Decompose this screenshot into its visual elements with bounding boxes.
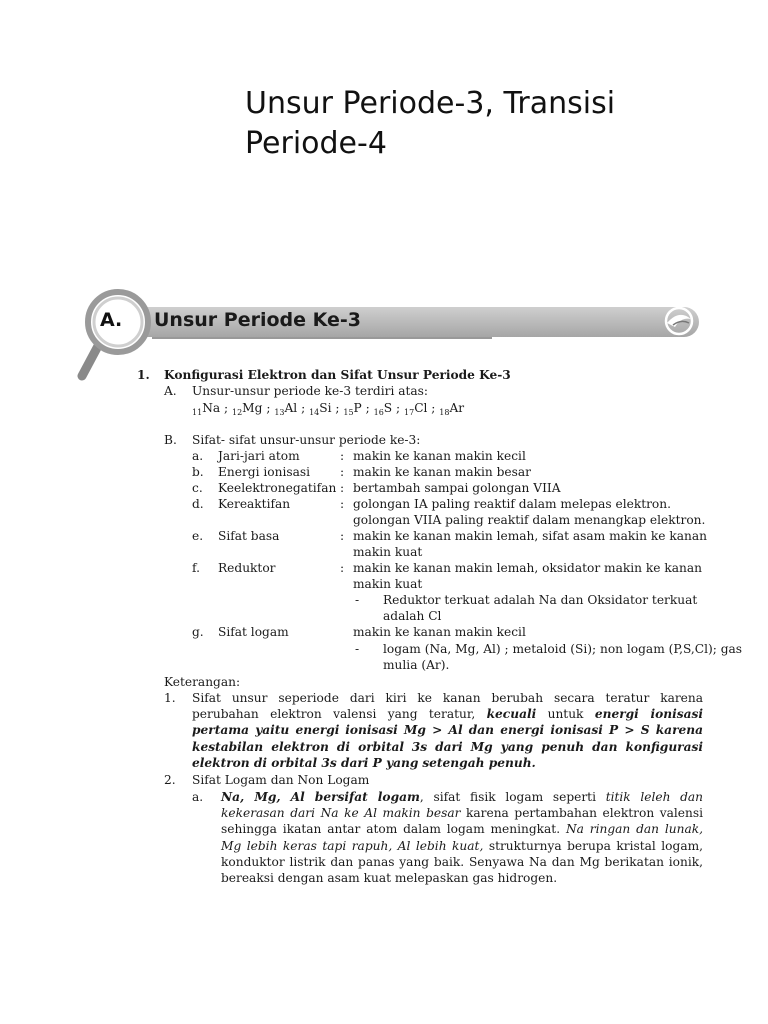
element-symbol: S <box>383 401 393 415</box>
subitem-b-text: Sifat- sifat unsur-unsur periode ke-3: <box>192 433 421 447</box>
bullet-text: adalah Cl <box>383 609 442 623</box>
element-symbol: Si <box>319 401 332 415</box>
note-number: 1. <box>164 691 176 705</box>
atomic-number: 16 <box>373 408 384 417</box>
property-value: makin kuat <box>353 545 423 559</box>
subitem-a-text: Unsur-unsur periode ke-3 terdiri atas: <box>192 384 429 398</box>
property-value: makin kuat <box>353 577 423 591</box>
note-emphasis: ionisasi Mg > Al dan energi ionisasi P > S karena kestabilan elektron di orbital <box>192 723 703 754</box>
property-letter: a. <box>192 449 204 463</box>
property-letter: e. <box>192 529 204 543</box>
element-symbol: Cl <box>414 401 428 415</box>
property-name: Energi ionisasi <box>218 465 311 479</box>
bullet-text: logam (Na, Mg, Al) ; metaloid (Si); non logam (P,S,Cl); gas <box>383 642 743 656</box>
subitem-b-label: B. <box>164 433 177 447</box>
note-1-paragraph <box>192 690 703 771</box>
property-name: Sifat logam <box>218 625 289 639</box>
property-name: Keelektronegatifan <box>218 481 337 495</box>
property-name: Sifat basa <box>218 529 280 543</box>
property-colon: : <box>340 449 345 463</box>
bullet-text: mulia (Ar). <box>383 658 450 672</box>
note-italic: Na ke Al makin besar <box>320 806 461 821</box>
property-letter: f. <box>192 561 200 575</box>
property-value: makin ke kanan makin besar <box>353 465 531 479</box>
item-heading: Konfigurasi Elektron dan Sifat Unsur Periode Ke-3 <box>164 368 511 382</box>
property-value: bertambah sampai golongan VIIA <box>353 481 561 495</box>
item-number: 1. <box>137 368 150 382</box>
note-2-title: Sifat Logam dan Non Logam <box>192 773 370 787</box>
atomic-number: 17 <box>404 408 415 417</box>
element-list: $_{11}$Na ; $_{12}$Mg ; $_{13}$Al ; $_{14}$Si ; $_{15}$P ; $_{16}$S ; $_{17}$Cl ; $_{18}$Ar <box>192 401 465 417</box>
element-symbol: Al <box>284 401 298 415</box>
atomic-number: 15 <box>343 408 354 417</box>
note-emphasis: Na, Mg, Al bersifat logam <box>221 790 420 804</box>
element-symbol: P <box>353 401 362 415</box>
atomic-number: 12 <box>231 408 243 417</box>
atomic-number: 18 <box>439 408 450 417</box>
property-value: makin ke kanan makin lemah, oksidator makin ke kanan <box>353 561 702 575</box>
property-value: golongan VIIA paling reaktif dalam menangkap elektron. <box>353 513 706 527</box>
property-colon: : <box>340 497 345 511</box>
note-2-letter: a. <box>192 790 204 804</box>
section-letter: A. <box>100 309 123 331</box>
leaf-swirl-icon <box>659 305 699 337</box>
note-italic: lebih kuat, <box>415 838 484 853</box>
bullet-dash: - <box>355 642 360 656</box>
note-emphasis: 3s dari Mg yang penuh dan konfigurasi elektron di orbital 3s dari P yang <box>192 739 703 770</box>
notes-label: Keterangan: <box>164 675 241 689</box>
property-value: makin ke kanan makin lemah, sifat asam makin ke kanan <box>353 529 707 543</box>
property-value: makin ke kanan makin kecil <box>353 449 526 463</box>
note-number: 2. <box>164 773 176 787</box>
property-colon: : <box>340 465 345 479</box>
section-band <box>144 307 699 337</box>
note-emphasis: setengah penuh. <box>422 755 536 770</box>
property-colon: : <box>340 561 345 575</box>
property-name: Reduktor <box>218 561 276 575</box>
element-symbol: Na <box>202 401 221 415</box>
property-name: Kereaktifan <box>218 497 291 511</box>
property-letter: b. <box>192 465 204 479</box>
note-emphasis: energi ionisasi pertama yaitu energi <box>192 707 704 738</box>
note-text: Sifat unsur seperiode dari kiri ke kanan berubah secara teratur karena perubahan <box>192 691 703 722</box>
atomic-number: 14 <box>309 408 320 417</box>
note-text: strukturnya berupa kristal logam, konduktor listrik dan panas yang <box>221 838 704 869</box>
note-text: untuk <box>547 707 584 722</box>
property-colon: : <box>340 529 345 543</box>
property-name: Jari-jari atom <box>218 449 300 463</box>
element-symbol: Ar <box>449 401 465 415</box>
subitem-a-label: A. <box>164 384 177 398</box>
note-text: karena pertambahan elektron valensi sehingga ikatan antar <box>221 806 704 837</box>
note-italic: titik leleh dan kekerasan dari <box>221 790 704 821</box>
property-letter: g. <box>192 625 204 639</box>
note-2a-paragraph <box>221 789 703 886</box>
atomic-number: 13 <box>274 408 285 417</box>
bullet-text: Reduktor terkuat adalah Na dan Oksidator terkuat <box>383 593 698 607</box>
element-symbol: Mg <box>242 401 263 415</box>
title-line-1: Unsur Periode-3, Transisi <box>245 86 616 121</box>
note-text: , sifat fisik logam seperti <box>419 790 596 804</box>
note-italic: Na ringan dan lunak, Mg lebih keras tapi rapuh, Al <box>221 822 704 853</box>
property-letter: d. <box>192 497 204 511</box>
property-letter: c. <box>192 481 203 495</box>
property-value: golongan IA paling reaktif dalam melepas elektron. <box>353 497 671 511</box>
note-emphasis: kecuali <box>486 707 537 722</box>
property-value: makin ke kanan makin kecil <box>353 625 526 639</box>
note-text: gas hidrogen. <box>472 871 558 886</box>
section-underline <box>152 337 492 339</box>
property-colon: : <box>340 481 345 495</box>
note-text: baik. Senyawa Na dan Mg berikatan ionik, bereaksi dengan asam kuat melepaskan <box>221 854 703 886</box>
note-text: elektron valensi yang teratur, <box>270 707 476 722</box>
section-title: Unsur Periode Ke-3 <box>154 309 362 331</box>
bullet-dash: - <box>355 593 360 607</box>
atomic-number: 11 <box>192 408 203 417</box>
page-title <box>245 84 715 164</box>
title-line-2: Periode-4 <box>245 126 387 161</box>
note-text: atom dalam logam meningkat. <box>366 822 561 837</box>
magnifier-icon <box>74 286 164 386</box>
